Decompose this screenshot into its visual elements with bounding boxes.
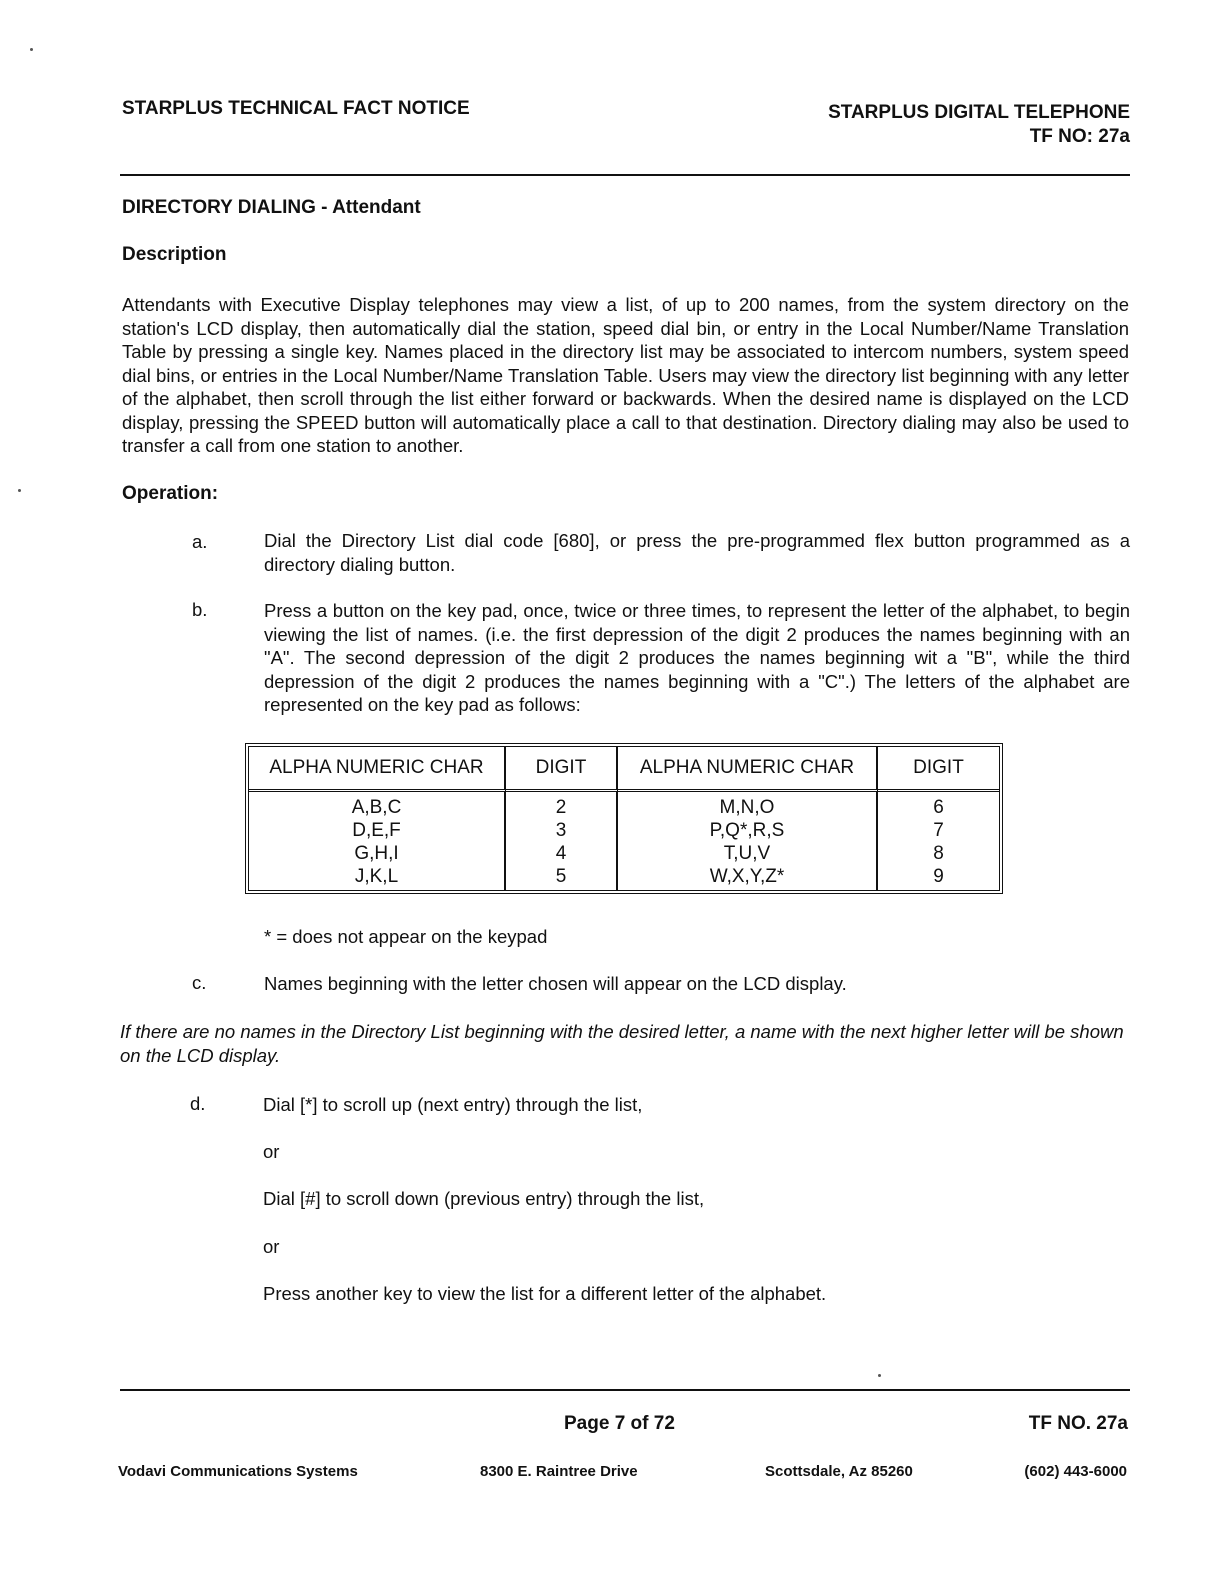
footer-page-number: Page 7 of 72 — [564, 1413, 675, 1434]
header-left-title: STARPLUS TECHNICAL FACT NOTICE — [122, 98, 470, 119]
footer-address: 8300 E. Raintree Drive — [480, 1463, 638, 1480]
scan-speck — [878, 1374, 881, 1377]
left-chars-cell — [249, 792, 506, 890]
footer-divider — [120, 1389, 1130, 1391]
keypad-table-body-row — [249, 792, 999, 890]
table-cell: 8 — [933, 843, 944, 864]
operation-heading: Operation: — [122, 483, 219, 504]
table-cell: W,X,Y,Z* — [709, 866, 785, 887]
note-text: If there are no names in the Directory List beginning with the desired letter, a name with the next higher letter will be shown on the LCD display. — [120, 1021, 1124, 1066]
step-a-letter: a. — [192, 531, 208, 552]
step-b-letter: b. — [192, 599, 208, 620]
table-cell: 9 — [933, 866, 944, 887]
scan-speck — [30, 48, 33, 51]
step-d-line2: Dial [#] to scroll down (previous entry) through the list, — [263, 1188, 705, 1209]
table-cell: 2 — [555, 797, 567, 818]
footer-city: Scottsdale, Az 85260 — [765, 1463, 913, 1480]
keypad-table-header-row — [249, 747, 999, 792]
right-digits-cell — [878, 792, 999, 890]
step-d-line3: Press another key to view the list for a different letter of the alphabet. — [263, 1283, 827, 1304]
step-c-text: Names beginning with the letter chosen will appear on the LCD display. — [264, 973, 847, 994]
footer-phone: (602) 443-6000 — [1024, 1463, 1127, 1480]
keypad-table — [245, 743, 1003, 894]
table-cell: 3 — [555, 820, 567, 841]
header-divider — [120, 174, 1130, 176]
left-digits-cell — [506, 792, 618, 890]
step-d-or2: or — [263, 1236, 280, 1257]
table-cell: M,N,O — [719, 797, 775, 818]
table-footnote: * = does not appear on the keypad — [264, 926, 548, 947]
header-alpha-char-left: ALPHA NUMERIC CHAR — [249, 747, 506, 792]
description-text: Attendants with Executive Display telephones may view a list, of up to 200 names, from the system directory on the station's LCD display, then automatically dial the station, speed dial bin, or entry in the Local Number/Name Translation Table by pressing a single key. Names placed in the directory list may be associated to intercom numbers, system speed dial bins, or entries in the Local Number/Name Translation Table. Users may view the directory list beginning with any letter of the alphabet, then scroll through the list either forward or backwards. When the desired name is displayed on the LCD display, pressing the SPEED button will automatically place a call to that destination. Directory dialing may also be used to transfer a call from one station to another. — [122, 294, 1129, 456]
step-c-letter: c. — [192, 972, 207, 993]
step-b-text: Press a button on the key pad, once, twice or three times, to represent the letter of the alphabet, to begin viewing the list of names. (i.e. the first depression of the digit 2 produces the names beginning with an "A". The second depression of the digit 2 produces the names beginning wit a "B", while the third depression of the digit 2 produces the names beginning with a "C".) The letters of the alphabet are represented on the key pad as follows: — [264, 600, 1130, 715]
table-cell: A,B,C — [351, 797, 402, 818]
header-tf-number: TF NO: 27a — [1029, 126, 1130, 147]
header-digit-right: DIGIT — [878, 747, 999, 792]
footer-tf-number: TF NO. 27a — [1028, 1413, 1128, 1434]
table-cell: G,H,I — [354, 843, 399, 864]
header-alpha-char-right: ALPHA NUMERIC CHAR — [618, 747, 878, 792]
step-d-letter: d. — [190, 1093, 206, 1114]
table-cell: D,E,F — [352, 820, 401, 841]
section-title: DIRECTORY DIALING - Attendant — [122, 197, 421, 218]
table-cell: 4 — [555, 843, 567, 864]
table-cell: J,K,L — [354, 866, 399, 887]
description-heading: Description — [122, 244, 227, 265]
table-cell: 7 — [933, 820, 944, 841]
step-d-line1: Dial [*] to scroll up (next entry) through the list, — [263, 1094, 643, 1115]
header-digit-left: DIGIT — [506, 747, 618, 792]
table-cell: 6 — [933, 797, 944, 818]
scan-speck — [18, 489, 21, 492]
step-d-or1: or — [263, 1141, 280, 1162]
step-a-text: Dial the Directory List dial code [680], or press the pre-programmed flex button programmed as a directory dialing button. — [264, 530, 1130, 575]
table-cell: 5 — [555, 866, 567, 887]
table-cell: T,U,V — [723, 843, 771, 864]
right-chars-cell — [618, 792, 878, 890]
footer-company: Vodavi Communications Systems — [118, 1463, 358, 1480]
table-cell: P,Q*,R,S — [709, 820, 785, 841]
header-right-title: STARPLUS DIGITAL TELEPHONE — [828, 102, 1130, 123]
